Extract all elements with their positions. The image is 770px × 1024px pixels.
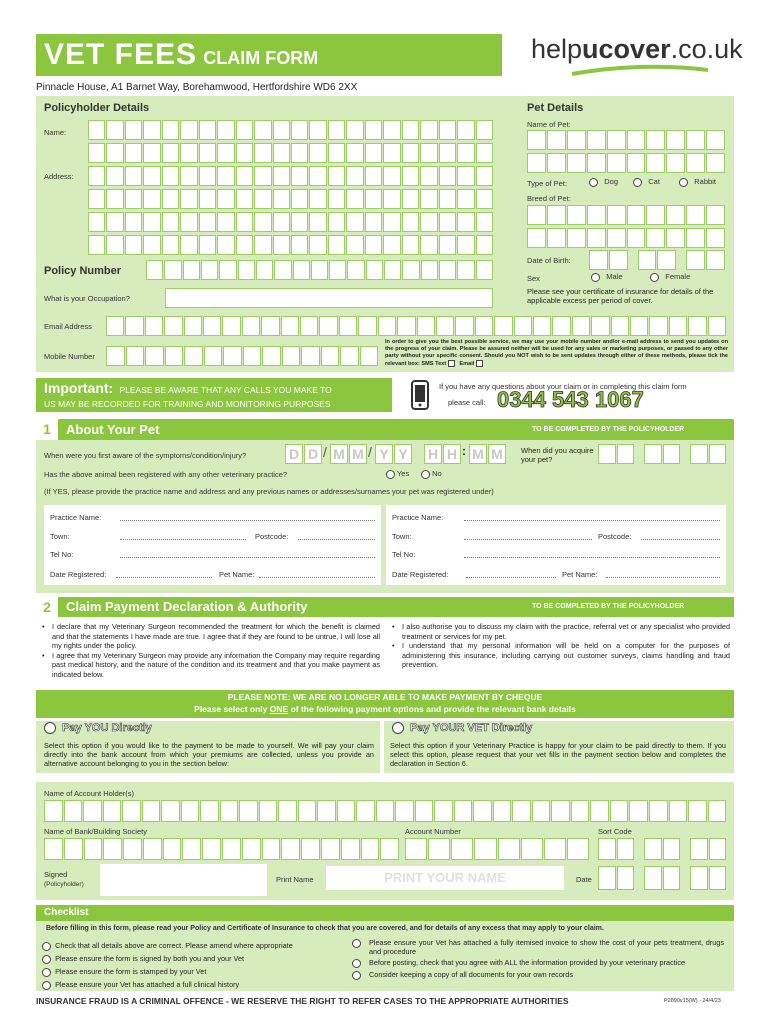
mobile-label: Mobile Number [44, 352, 95, 361]
checklist-heading: Checklist [44, 907, 89, 918]
section1-title: About Your Pet [66, 422, 160, 437]
important-line2: US MAY BE RECORDED FOR TRAINING AND MONITORING PURPOSES [44, 399, 331, 409]
declaration-left [40, 622, 380, 680]
address-field-4[interactable] [88, 235, 493, 255]
mobile-field[interactable] [106, 346, 378, 366]
pet-name-field-1[interactable] [527, 130, 725, 150]
declaration-item: • I declare that my Veterinary Surgeon recommended the treatment for which the benefit is claimed and that the statements I have made are true. I agree that if they are found to be untrue, I will lose all my rights under the policy. [40, 622, 380, 651]
occupation-label: What is your Occupation? [44, 294, 130, 303]
pet-type-rabbit[interactable]: Rabbit [679, 177, 716, 187]
policy-number-field[interactable] [146, 260, 493, 280]
declaration-item: • I also authorise you to discuss my claim with the practice, referral vet or any specialist who provided treatment or services for my pet. [390, 622, 730, 641]
sex-label: Sex [527, 274, 540, 283]
pet-type-label: Type of Pet: [527, 179, 568, 188]
pet-type-dog[interactable]: Dog [589, 177, 618, 187]
section2-tag: TO BE COMPLETED BY THE POLICYHOLDER [532, 603, 685, 610]
pay-you-text: Select this option if you would like to the payment to be made to yourself. We will pay your claim directly into the bank account from which your premiums are collected, unless you provide an alternative account belonging to you in the section below: [44, 741, 374, 768]
if-yes-note: (If YES, please provide the practice name and address and any previous names or addresses/surnames your pet was registered under) [44, 487, 494, 496]
title-sub: CLAIM FORM [203, 48, 319, 68]
account-number-field[interactable] [405, 838, 589, 860]
name-field-1[interactable] [88, 120, 493, 140]
pay-vet-option[interactable]: Pay YOUR VET Directly [392, 722, 532, 734]
pay-you-option[interactable]: Pay YOU Directly [44, 722, 152, 734]
occupation-field[interactable] [165, 288, 493, 308]
pet-name-right: Pet Name: [562, 570, 598, 579]
cheque-notice-line1: PLEASE NOTE: WE ARE NO LONGER ABLE TO MAKE PAYMENT BY CHEQUE [227, 692, 543, 702]
fraud-warning: INSURANCE FRAUD IS A CRIMINAL OFFENCE - WE RESERVE THE RIGHT TO REFER CASES TO THE APPROPRIATE AUTHORITIES [36, 996, 569, 1006]
date-reg-left: Date Registered: [50, 570, 107, 579]
breed-field-2[interactable] [527, 228, 725, 248]
checklist-item[interactable]: Please ensure the form is stamped by your Vet [42, 965, 342, 978]
sms-optout-checkbox[interactable] [448, 360, 455, 367]
pet-type-cat[interactable]: Cat [633, 177, 660, 187]
account-holder-field[interactable] [44, 800, 726, 822]
acquire-label: When did you acquire your pet? [521, 446, 594, 464]
aware-date-field[interactable]: D D / M M / Y Y [285, 444, 412, 464]
phone-number: 0344 543 1067 [497, 387, 644, 412]
address-field-3[interactable] [88, 212, 493, 232]
name-label: Name: [44, 128, 67, 137]
pet-name-left: Pet Name: [219, 570, 255, 579]
signed-sub-label: (Policyholder) [44, 881, 84, 888]
checklist-item[interactable]: Please ensure your Vet has attached a fully itemised invoice to show the cost of your pets treatment, drugs and procedure [352, 939, 724, 956]
registered-no[interactable]: No [421, 469, 442, 479]
logo-swoosh-icon [570, 64, 710, 78]
section1-tag: TO BE COMPLETED BY THE POLICYHOLDER [532, 426, 685, 433]
postcode-right: Postcode: [598, 532, 632, 541]
aware-time-field[interactable]: H H : M M [424, 444, 506, 464]
tel-left: Tel No: [50, 550, 74, 559]
signed-label: Signed [44, 870, 68, 879]
signed-date-field[interactable] [598, 866, 726, 890]
policy-number-label: Policy Number [44, 265, 122, 277]
checklist-item[interactable]: Please ensure the form is signed by both you and your Vet [42, 952, 342, 965]
pet-heading: Pet Details [527, 102, 584, 114]
registered-label: Has the above animal been registered with any other veterinary practice? [44, 470, 288, 479]
male-radio[interactable] [591, 273, 600, 282]
form-code: P2890v15(W) - 24/4/23 [664, 998, 721, 1004]
email-optout-checkbox[interactable] [476, 360, 483, 367]
section2-number: 2 [36, 597, 58, 617]
yes-radio[interactable] [386, 470, 395, 479]
practice-name-right: Practice Name: [392, 513, 444, 522]
policyholder-heading: Policyholder Details [44, 102, 150, 114]
practice-name-left: Practice Name: [50, 513, 102, 522]
questions-text: If you have any questions about your claim or in completing this claim form [439, 382, 687, 391]
checklist-left [42, 939, 342, 991]
account-holder-label: Name of Account Holder(s) [44, 789, 135, 798]
name-field-2[interactable] [88, 143, 493, 163]
important-line1: Important: PLEASE BE AWARE THAT ANY CALLS YOU MAKE TO [44, 380, 332, 396]
aware-label: When were you first aware of the symptoms/condition/injury? [44, 451, 247, 460]
address-field-1[interactable] [88, 166, 493, 186]
date-label: Date [576, 875, 592, 884]
dob-label: Date of Birth: [527, 256, 571, 265]
breed-field-1[interactable] [527, 205, 725, 225]
postcode-left: Postcode: [255, 532, 289, 541]
bank-name-label: Name of Bank/Building Society [44, 827, 147, 836]
checklist-intro: Before filling in this form, please read your Policy and Certificate of Insurance to check that you are covered, and for details of any excess that may apply to your claim. [46, 925, 604, 932]
pay-vet-text: Select this option if your Veterinary Practice is happy for your claim to be paid directly to them. If you select this option, please request that your vet fills in the payment section below and completes the declaration in Section 6. [390, 741, 726, 768]
address-field-2[interactable] [88, 189, 493, 209]
declaration-item: • I agree that my Veterinary Surgeon may provide any information the Company may require regarding past medical history, and the nature of the condition and its treatment and that you make payment as indicated below. [40, 651, 380, 680]
pet-name-field-2[interactable] [527, 153, 725, 173]
print-name-field[interactable]: PRINT YOUR NAME [326, 866, 564, 890]
cheque-notice-line2: Please select only ONE of the following payment options and provide the relevant bank details [194, 704, 576, 714]
signature-field[interactable] [100, 864, 267, 896]
sort-code-label: Sort Code [598, 827, 632, 836]
excess-note: Please see your certificate of insurance for details of the applicable excess per period of cover. [527, 287, 714, 305]
checklist-header [36, 905, 734, 921]
checklist-item[interactable]: Check that all details above are correct. Please amend where appropriate [42, 939, 342, 952]
sex-male[interactable]: Male [591, 272, 623, 282]
cat-radio[interactable] [633, 178, 642, 187]
bank-name-field[interactable] [44, 838, 399, 860]
tel-right: Tel No: [392, 550, 416, 559]
email-label: Email Address [44, 322, 92, 331]
checklist-item[interactable]: Consider keeping a copy of all documents for your own records [352, 971, 724, 980]
updates-notice: In order to give you the best possible service, we may use your mobile number and/or e-mail address to send you updates on the progress of your claim. Please be assured neither will be used for any sales or marketing purposes, or passed to any other party without your specific consent. Should you NOT wish to be sent updates through either of these methods, please tick the relevant box: SMS Text Email [385, 339, 728, 367]
checklist-item[interactable]: Before posting, check that you agree with ALL the information provided by your veterinary practice [352, 959, 724, 968]
company-address: Pinnacle House, A1 Barnet Way, Borehamwood, Hertfordshire WD6 2XX [36, 82, 358, 93]
phone-icon [407, 379, 433, 411]
female-radio[interactable] [650, 273, 659, 282]
address-label: Address: [44, 172, 74, 181]
pet-name-label: Name of Pet: [527, 120, 571, 129]
breed-label: Breed of Pet: [527, 194, 571, 203]
title-main: VET FEES [44, 38, 198, 71]
declaration-right [390, 622, 730, 670]
sort-code-field[interactable] [598, 838, 726, 860]
registered-yes[interactable]: Yes [386, 469, 409, 479]
dob-field[interactable] [589, 250, 725, 270]
pay-you-radio[interactable] [44, 722, 56, 734]
please-call-text: please call: [448, 398, 486, 407]
checklist-item[interactable]: Please ensure your Vet has attached a full clinical history [42, 978, 342, 991]
sex-female[interactable]: Female [650, 272, 690, 282]
checklist-right [352, 939, 724, 980]
section2-title: Claim Payment Declaration & Authority [66, 599, 308, 614]
print-name-label: Print Name [276, 875, 314, 884]
dog-radio[interactable] [589, 178, 598, 187]
no-radio[interactable] [421, 470, 430, 479]
acquire-date-field[interactable] [598, 444, 726, 464]
email-field[interactable] [106, 316, 726, 336]
account-number-label: Account Number [405, 827, 461, 836]
rabbit-radio[interactable] [679, 178, 688, 187]
pay-vet-radio[interactable] [392, 722, 404, 734]
declaration-item: • I understand that my personal information will be held on a computer for the purposes of administering this insurance, including carrying out customer surveys, claims handling and fraud prevention. [390, 641, 730, 670]
town-right: Town: [392, 532, 412, 541]
brand-logo: helpucover.co.uk [531, 34, 743, 64]
date-reg-right: Date Registered: [392, 570, 449, 579]
section1-number: 1 [36, 419, 58, 440]
form-title [44, 38, 318, 72]
town-left: Town: [50, 532, 70, 541]
